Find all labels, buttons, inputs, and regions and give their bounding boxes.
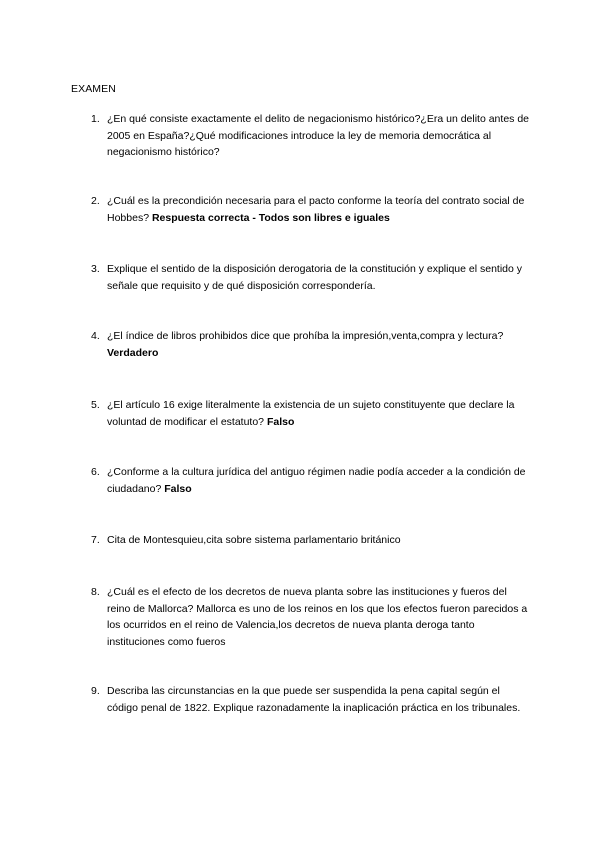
question-text: Explique el sentido de la disposición derogatoria de la constitución y explique el sentido y señale que requisito y de qué disposición correspondería. <box>107 263 523 292</box>
question-2 <box>91 193 531 226</box>
question-3 <box>91 261 531 294</box>
question-text: ¿En qué consiste exactamente el delito de negacionismo histórico?¿Era un delito antes de 2005 en España?¿Qué modificaciones introduce la ley de memoria democrática al negacionismo histórico? <box>107 113 529 158</box>
question-number: 3. <box>91 263 100 275</box>
question-4 <box>91 328 531 361</box>
question-number: 8. <box>91 586 100 598</box>
question-text: ¿Cuál es el efecto de los decretos de nueva planta sobre las instituciones y fueros del reino de Mallorca? Mallorca es uno de los reinos en los que los efectos fueron parecidos a los ocurridos en el reino de Valencia,los decretos de nueva planta deroga tanto instituciones como fueros <box>107 586 528 648</box>
question-body <box>107 328 531 361</box>
document-title: EXAMEN <box>71 83 116 95</box>
question-body <box>107 261 531 294</box>
question-number: 6. <box>91 466 100 478</box>
question-body <box>107 532 531 549</box>
question-text: ¿El índice de libros prohibidos dice que prohíba la impresión,venta,compra y lectura? <box>107 330 504 342</box>
question-number: 1. <box>91 113 100 125</box>
question-number: 9. <box>91 685 100 697</box>
question-5 <box>91 397 531 430</box>
question-number: 7. <box>91 534 100 546</box>
question-number: 2. <box>91 195 100 207</box>
question-text: ¿Conforme a la cultura jurídica del antiguo régimen nadie podía acceder a la condición de ciudadano? <box>107 466 526 495</box>
question-body <box>107 683 531 716</box>
question-body <box>107 397 531 430</box>
question-body <box>107 111 531 161</box>
question-7 <box>91 532 531 549</box>
question-number: 4. <box>91 330 100 342</box>
question-text: ¿El artículo 16 exige literalmente la existencia de un sujeto constituyente que declare la voluntad de modificar el estatuto? <box>107 399 515 428</box>
question-answer: Falso <box>266 415 295 428</box>
question-number: 5. <box>91 399 100 411</box>
question-text: ¿Cuál es la precondición necesaria para el pacto conforme la teoría del contrato social de Hobbes? <box>107 195 525 224</box>
question-6 <box>91 464 531 497</box>
question-body <box>107 584 531 650</box>
question-9 <box>91 683 531 716</box>
question-text: Cita de Montesquieu,cita sobre sistema parlamentario británico <box>107 534 401 546</box>
question-body <box>107 464 531 497</box>
question-body <box>107 193 531 226</box>
question-answer: Falso <box>164 482 192 495</box>
question-answer: Verdadero <box>107 346 159 359</box>
question-8 <box>91 584 531 650</box>
question-text: Describa las circunstancias en la que puede ser suspendida la pena capital según el código penal de 1822. Explique razonadamente la inaplicación práctica en los tribunales. <box>107 685 521 714</box>
question-answer: Respuesta correcta - Todos son libres e iguales <box>151 211 390 224</box>
question-1 <box>91 111 531 161</box>
